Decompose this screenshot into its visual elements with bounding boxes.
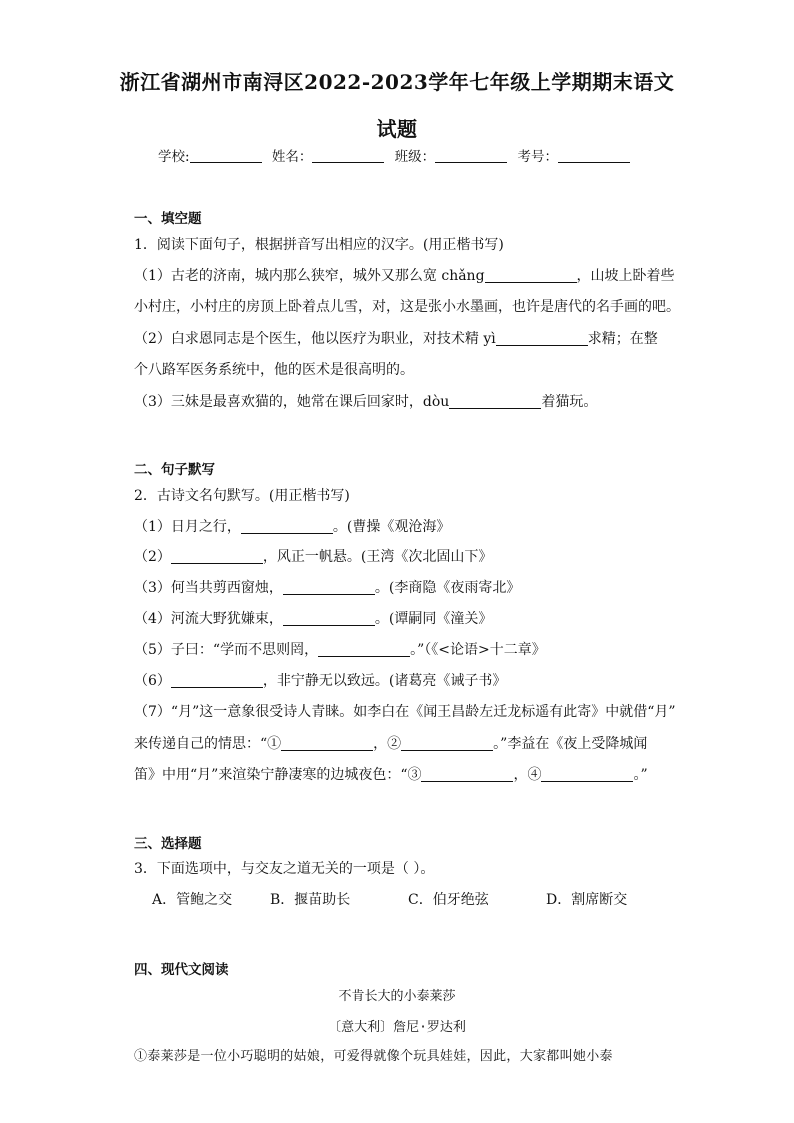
q2-6-text-a: （6） bbox=[134, 673, 171, 689]
school-label: 学校: bbox=[158, 149, 190, 165]
q2-4-text-a: （4）河流大野犹嫌束， bbox=[134, 611, 283, 627]
q2-7-text-c2: ，④ bbox=[513, 767, 542, 783]
section-heading-reading: 四、现代文阅读 bbox=[134, 962, 229, 978]
school-blank[interactable] bbox=[190, 148, 262, 163]
q2-4-text-b: 。(谭嗣同《潼关》 bbox=[374, 611, 493, 627]
q2-6-text-b: ，非宁静无以致远。(诸葛亮《诫子书》 bbox=[262, 673, 507, 689]
q1-sub3-blank[interactable] bbox=[449, 393, 541, 409]
q1-sub1-text-b: ，山坡上卧着些 bbox=[576, 268, 675, 284]
q2-2-text-b: ，风正一帆悬。(王湾《次北固山下》 bbox=[262, 549, 493, 565]
q2-3-text-b: 。(李商隐《夜雨寄北》 bbox=[374, 580, 521, 596]
question-3-stem: 3．下面选项中，与交友之道无关的一项是（ ）。 bbox=[134, 861, 435, 877]
q1-sub2-line2: 个八路军医务系统中，他的医术是很高明的。 bbox=[134, 362, 414, 378]
q2-1-text-b: 。(曹操《观沧海》 bbox=[332, 519, 451, 535]
q2-line-1 bbox=[134, 516, 450, 536]
exam-title-line2: 试题 bbox=[376, 117, 418, 141]
q2-7-text-c1: 笛》中用“月”来渲染宁静凄寒的边城夜色：“③ bbox=[134, 767, 422, 783]
q2-line-4 bbox=[134, 608, 492, 628]
q2-5-text-b: 。”（《<论语>十二章》 bbox=[410, 642, 546, 658]
q3-option-b[interactable]: B．揠苗助长 bbox=[270, 892, 351, 908]
name-label: 姓名： bbox=[271, 149, 313, 165]
article-paragraph-1: ①泰莱莎是一位小巧聪明的姑娘，可爱得就像个玩具娃娃，因此，大家都叫她小泰 bbox=[134, 1049, 613, 1064]
q2-7-text-c3: 。” bbox=[633, 767, 648, 783]
q2-4-blank[interactable] bbox=[283, 610, 375, 626]
q2-5-text-a: （5）子曰：“学而不思则罔， bbox=[134, 642, 319, 658]
section-heading-recitation: 二、句子默写 bbox=[134, 462, 215, 478]
q1-sub2-text-a: （2）白求恩同志是个医生，他以医疗为职业，对技术精 yì bbox=[134, 331, 496, 347]
q2-line-7a: （7）“月”这一意象很受诗人青睐。如李白在《闻王昌龄左迁龙标遥有此寄》中就借“月” bbox=[134, 704, 676, 720]
student-info-row bbox=[0, 145, 794, 165]
q2-7-blank-3[interactable] bbox=[421, 766, 513, 782]
q1-sub1-blank[interactable] bbox=[485, 267, 577, 283]
question-1-stem: 1．阅读下面句子，根据拼音写出相应的汉字。(用正楷书写) bbox=[134, 237, 504, 253]
class-label: 班级： bbox=[394, 149, 436, 165]
q1-sub2-line1 bbox=[134, 328, 658, 348]
q3-option-c[interactable]: C．伯牙绝弦 bbox=[408, 892, 489, 908]
q2-7-blank-1[interactable] bbox=[281, 735, 373, 751]
q1-sub1-line2: 小村庄，小村庄的房顶上卧着点儿雪，对，这是张小水墨画，也许是唐代的名手画的吧。 bbox=[134, 299, 680, 315]
q2-7-text-b2: ，② bbox=[373, 736, 402, 752]
q2-line-7c bbox=[134, 764, 648, 784]
q1-sub2-blank[interactable] bbox=[496, 330, 588, 346]
q2-line-7b bbox=[134, 733, 647, 753]
q2-line-2 bbox=[134, 546, 492, 566]
q2-2-blank[interactable] bbox=[171, 548, 263, 564]
section-heading-choice: 三、选择题 bbox=[134, 836, 202, 852]
q2-7-blank-2[interactable] bbox=[401, 735, 493, 751]
exam-number-blank[interactable] bbox=[558, 148, 630, 163]
article-title: 不肯长大的小泰莱莎 bbox=[338, 989, 456, 1004]
q3-option-d[interactable]: D．割席断交 bbox=[546, 892, 628, 908]
q2-1-blank[interactable] bbox=[241, 518, 333, 534]
q2-7-text-b1: 来传递自己的情思：“① bbox=[134, 736, 282, 752]
question-2-stem: 2．古诗文名句默写。(用正楷书写) bbox=[134, 488, 350, 504]
q2-5-blank[interactable] bbox=[318, 641, 410, 657]
q1-sub1-line1 bbox=[134, 265, 675, 285]
q1-sub1-text-a: （1）古老的济南，城内那么狭窄，城外又那么宽 chǎng bbox=[134, 268, 485, 284]
q1-sub3-text-a: （3）三妹是最喜欢猫的，她常在课后回家时，dòu bbox=[134, 394, 450, 410]
exam-title-line1: 浙江省湖州市南浔区2022-2023学年七年级上学期期末语文 bbox=[119, 70, 675, 94]
q1-sub3-text-b: 着猫玩。 bbox=[541, 394, 598, 410]
q2-3-text-a: （3）何当共剪西窗烛， bbox=[134, 580, 283, 596]
q2-6-blank[interactable] bbox=[171, 672, 263, 688]
q1-sub3-line bbox=[134, 391, 597, 411]
q2-7-text-b3: 。”李益在《夜上受降城闻 bbox=[493, 736, 648, 752]
exam-number-label: 考号： bbox=[517, 149, 558, 165]
class-blank[interactable] bbox=[435, 148, 507, 163]
name-blank[interactable] bbox=[312, 148, 384, 163]
q2-3-blank[interactable] bbox=[283, 579, 375, 595]
q2-1-text-a: （1）日月之行， bbox=[134, 519, 241, 535]
q2-2-text-a: （2） bbox=[134, 549, 171, 565]
q2-line-3 bbox=[134, 577, 520, 597]
q3-option-a[interactable]: A．管鲍之交 bbox=[152, 892, 233, 908]
article-author: 〔意大利〕詹尼·罗达利 bbox=[328, 1020, 466, 1035]
section-heading-fill-in: 一、填空题 bbox=[134, 211, 202, 227]
q2-7-blank-4[interactable] bbox=[541, 766, 633, 782]
q2-line-6 bbox=[134, 670, 506, 690]
q1-sub2-text-b: 求精；在整 bbox=[587, 331, 658, 347]
q2-line-5 bbox=[134, 639, 546, 659]
